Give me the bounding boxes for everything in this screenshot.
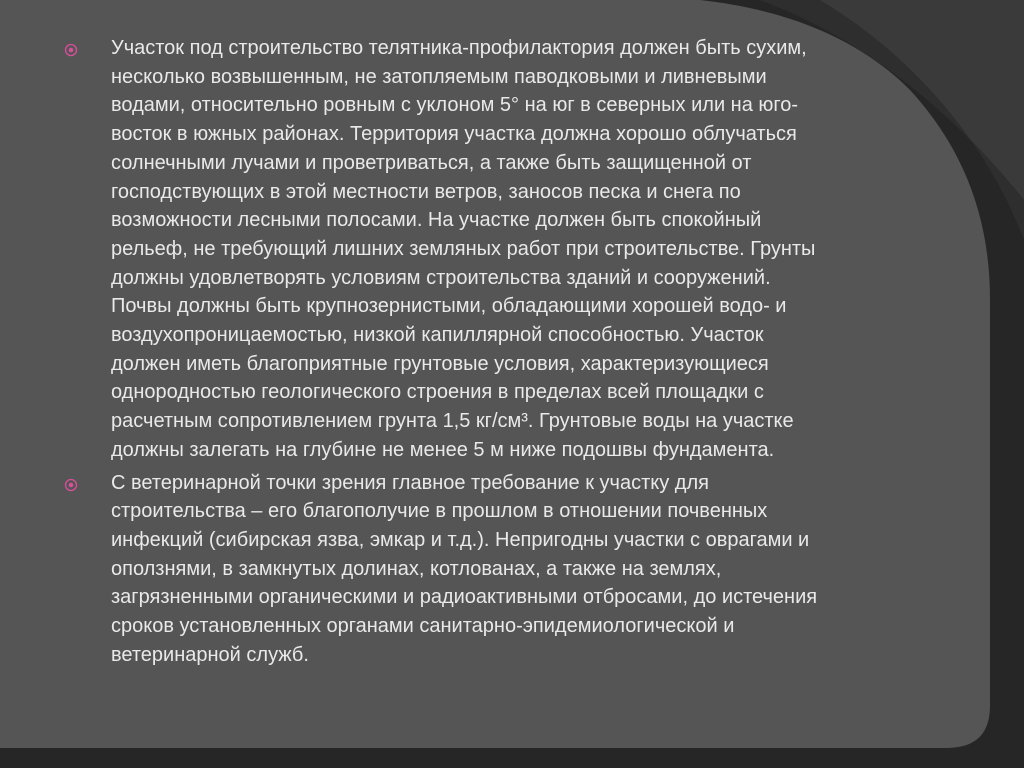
bullet-text: Участок под строительство телятника-профилактория должен быть сухим, несколько возвышенным, не затопляемым паводковыми и ливневыми водами, относительно ровным с уклоном 5° на юг в северных или на юго- восток в южных районах. Территория участка должна хорошо облучаться солнечными лучами и проветриваться, а также быть защищенной от господствующих в этой местности ветров, заносов песка и снега по возможности лесными полосами. На участке должен быть спокойный рельеф, не требующий лишних земляных работ при строительстве. Грунты должны удовлетворять условиям строительства зданий и сооружений. Почвы должны быть крупнозернистыми, обладающими хорошей водо- и воздухопроницаемостью, низкой капиллярной способностью. Участок должен иметь благоприятные грунтовые условия, характеризующиеся однородностью геологического строения в пределах всей площадки с расчетным сопротивлением грунта 1,5 кг/см³. Грунтовые воды на участке должны залегать на глубине не менее 5 м ниже подошвы фундамента. [111, 37, 816, 461]
bullet-item-2 [64, 469, 984, 670]
bullet-item-1 [64, 34, 984, 465]
circle-bullet-icon [64, 478, 78, 492]
slide-content [64, 34, 984, 673]
bullet-text: С ветеринарной точки зрения главное требование к участку для строительства – его благополучие в прошлом в отношении почвенных инфекций (сибирская язва, эмкар и т.д.). Непригодны участки с оврагами и оползнями, в замкнутых долинах, котлованах, а также на землях, загрязненными органическими и радиоактивными отбросами, до истечения сроков установленных органами санитарно-эпидемиологической и ветеринарной служб. [111, 471, 818, 666]
circle-bullet-icon [64, 43, 78, 57]
